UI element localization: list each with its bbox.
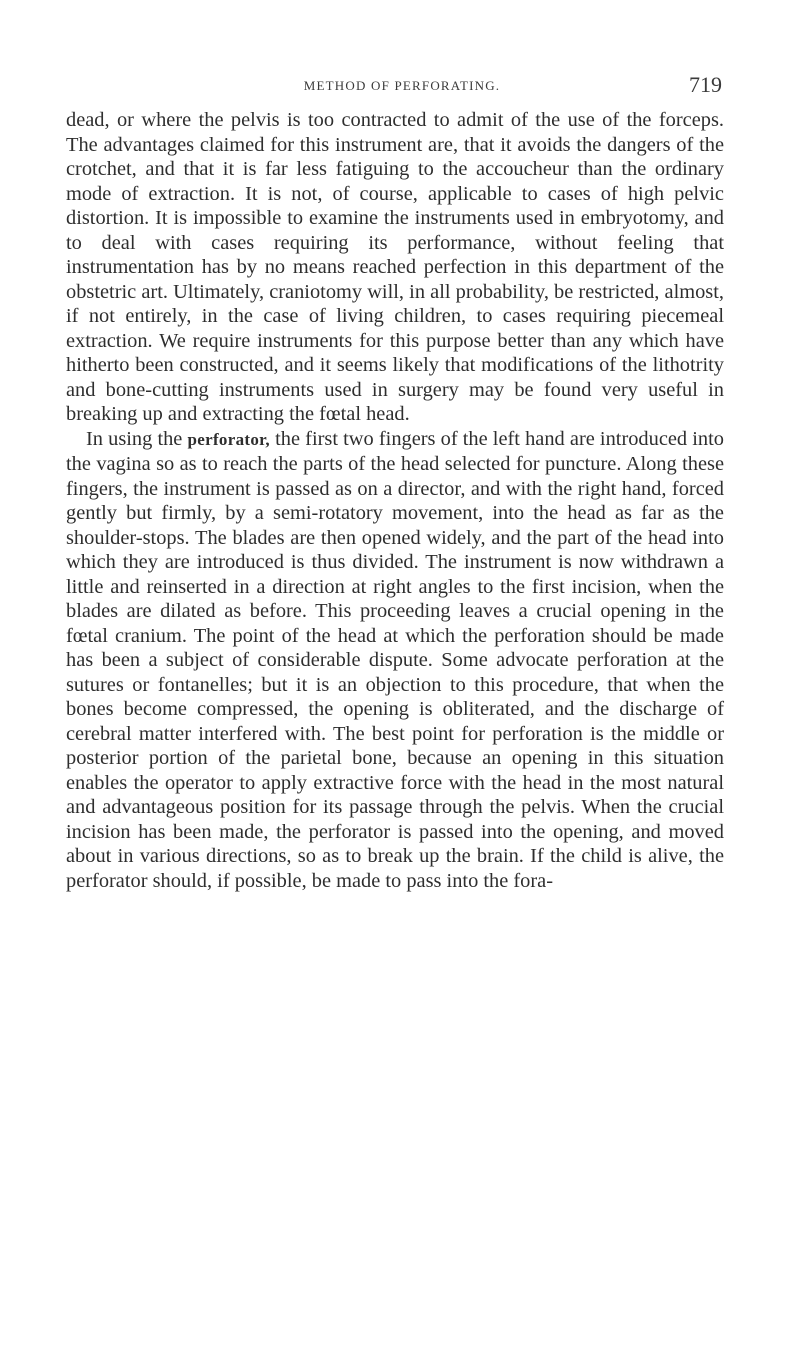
term-perforator: perforator, — [187, 429, 270, 449]
body-text — [66, 108, 724, 893]
paragraph-lead: In using the — [86, 427, 183, 450]
paragraph-continued: dead, or where the pelvis is too contracted to admit of the use of the forceps. The advantages claimed for this instrument are, that it avoids the dangers of the crotchet, and that it is far less fatiguing to the accoucheur than the ordinary mode of extraction. It is not, of course, applicable to cases of high pelvic distortion. It is impossible to examine the instruments used in embryotomy, and to deal with cases requiring its performance, without feeling that instrumentation has by no means reached perfection in this department of the obstetric art. Ultimately, craniotomy will, in all probability, be restricted, almost, if not entirely, in the case of living children, to cases requiring piecemeal extraction. We require instruments for this purpose better than any which have hitherto been constructed, and it seems likely that modifications of the lithotrity and bone-cutting instruments used in surgery may be found very useful in breaking up and extracting the fœtal head. — [66, 109, 724, 425]
paragraph-body: the first two fingers of the left hand are introduced into the vagina so as to reach the parts of the head selected for puncture. Along these fingers, the instrument is passed as on a director, and with the right hand, forced gently but firmly, by a semi-rotatory movement, into the head as far as the shoulder-stops. The blades are then opened widely, and the part of the head into which they are introduced is thus divided. The instrument is now withdrawn a little and reinserted in a direction at right angles to the first incision, when the blades are dilated as before. This proceeding leaves a crucial opening in the fœtal cranium. The point of the head at which the perforation should be made has been a subject of considerable dispute. Some advocate perforation at the sutures or fontanelles; but it is an objection to this procedure, that when the bones become compressed, the opening is obliterated, and the discharge of cerebral matter interfered with. The best point for perforation is the middle or posterior portion of the parietal bone, because an opening in this situation enables the operator to apply extractive force with the head in the most natural and advantageous position for its passage through the pelvis. When the crucial incision has been made, the perforator is passed into the opening, and moved about in various directions, so as to break up the brain. If the child is alive, the perforator should, if possible, be made to pass into the fora- — [66, 427, 724, 892]
running-title: METHOD OF PERFORATING. — [303, 78, 501, 93]
running-head — [82, 72, 722, 102]
paragraph-perforator — [66, 427, 724, 894]
page-number: 719 — [689, 72, 722, 97]
